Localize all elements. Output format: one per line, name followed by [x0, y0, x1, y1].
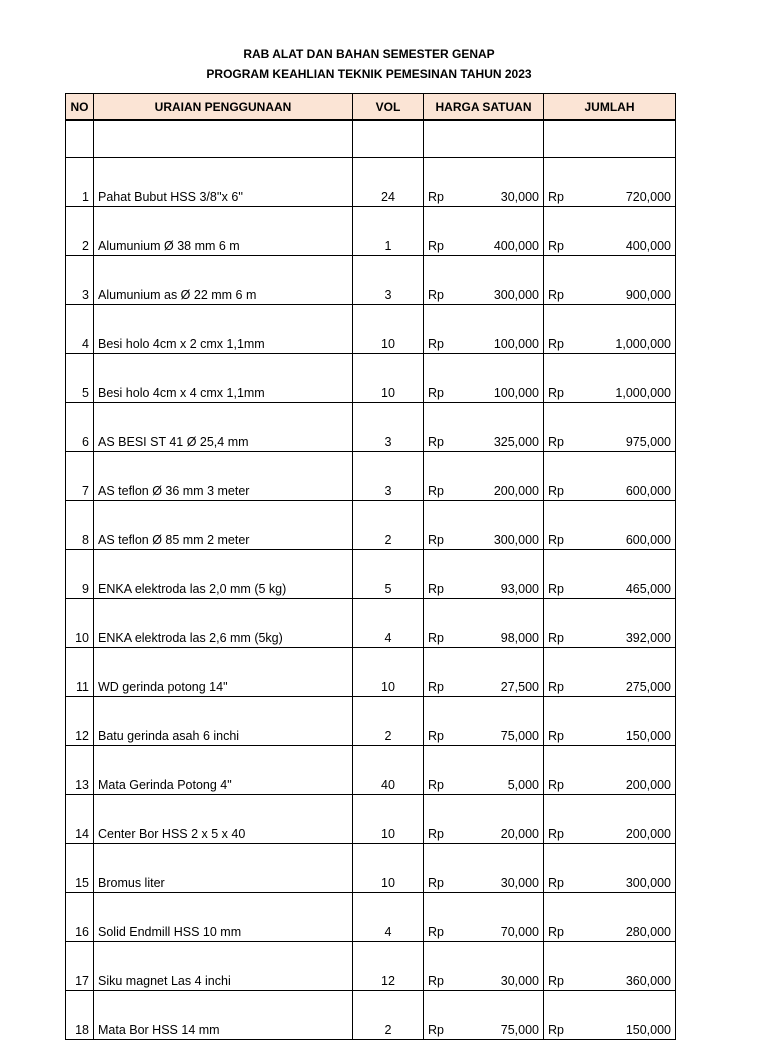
table-row: [66, 942, 676, 991]
cell-no: 10: [66, 599, 94, 648]
cell-vol: 4: [353, 893, 424, 942]
cell-jumlah: 600,000: [572, 501, 676, 550]
cell-jumlah: 280,000: [572, 893, 676, 942]
document-title: [0, 44, 738, 84]
cell-vol: 12: [353, 942, 424, 991]
rab-table: [65, 93, 676, 1040]
cell-harga-satuan: 300,000: [447, 256, 544, 305]
table-row: [66, 648, 676, 697]
table-row: [66, 354, 676, 403]
header-uraian: URAIAN PENGGUNAAN: [94, 94, 353, 121]
cell-harga-satuan: 400,000: [447, 207, 544, 256]
cell-no: 5: [66, 354, 94, 403]
cell-vol: 10: [353, 305, 424, 354]
cell-uraian: Center Bor HSS 2 x 5 x 40: [94, 795, 353, 844]
cell-jumlah-currency: Rp: [544, 305, 572, 354]
header-row: [66, 94, 676, 121]
cell-jumlah: 400,000: [572, 207, 676, 256]
cell-uraian: Pahat Bubut HSS 3/8''x 6'': [94, 158, 353, 207]
header-jumlah: JUMLAH: [544, 94, 676, 121]
cell-no: 2: [66, 207, 94, 256]
cell-no: 7: [66, 452, 94, 501]
cell-jumlah-currency: Rp: [544, 844, 572, 893]
cell-harga-satuan: 93,000: [447, 550, 544, 599]
cell-jumlah-currency: Rp: [544, 795, 572, 844]
cell-jumlah-currency: Rp: [544, 354, 572, 403]
cell-harga-currency: Rp: [424, 844, 447, 893]
cell-harga-satuan: 30,000: [447, 942, 544, 991]
cell-jumlah: 1,000,000: [572, 354, 676, 403]
cell-jumlah-currency: Rp: [544, 550, 572, 599]
cell-jumlah: 150,000: [572, 697, 676, 746]
cell-harga-satuan: 200,000: [447, 452, 544, 501]
cell-no: 12: [66, 697, 94, 746]
cell-jumlah-currency: Rp: [544, 746, 572, 795]
cell-jumlah: 720,000: [572, 158, 676, 207]
cell-jumlah: 275,000: [572, 648, 676, 697]
cell-jumlah: 200,000: [572, 746, 676, 795]
cell-no: 18: [66, 991, 94, 1040]
cell-harga-currency: Rp: [424, 648, 447, 697]
cell-uraian: Mata Gerinda Potong 4": [94, 746, 353, 795]
table-row: [66, 501, 676, 550]
header-harga-satuan: HARGA SATUAN: [424, 94, 544, 121]
cell-harga-satuan: 75,000: [447, 991, 544, 1040]
table-row: [66, 991, 676, 1040]
cell-no: 8: [66, 501, 94, 550]
cell-uraian: Bromus liter: [94, 844, 353, 893]
cell-jumlah-currency: Rp: [544, 452, 572, 501]
table-row: [66, 158, 676, 207]
cell-uraian: AS teflon Ø 36 mm 3 meter: [94, 452, 353, 501]
cell-jumlah: 150,000: [572, 991, 676, 1040]
cell-no: 1: [66, 158, 94, 207]
cell-harga-currency: Rp: [424, 746, 447, 795]
cell-vol: 2: [353, 991, 424, 1040]
cell-no: 14: [66, 795, 94, 844]
cell-jumlah: 200,000: [572, 795, 676, 844]
cell-jumlah: 1,000,000: [572, 305, 676, 354]
cell-jumlah-currency: Rp: [544, 942, 572, 991]
cell-harga-satuan: 300,000: [447, 501, 544, 550]
cell-no: 9: [66, 550, 94, 599]
cell-harga-currency: Rp: [424, 501, 447, 550]
cell-uraian: Batu gerinda asah 6 inchi: [94, 697, 353, 746]
cell-no: 4: [66, 305, 94, 354]
cell-jumlah: 465,000: [572, 550, 676, 599]
title-line-1: RAB ALAT DAN BAHAN SEMESTER GENAP: [243, 47, 495, 61]
cell-vol: 10: [353, 354, 424, 403]
cell-vol: 4: [353, 599, 424, 648]
cell-jumlah-currency: Rp: [544, 648, 572, 697]
cell-no: 15: [66, 844, 94, 893]
cell-vol: 3: [353, 256, 424, 305]
cell-vol: 3: [353, 452, 424, 501]
cell-vol: 10: [353, 795, 424, 844]
cell-jumlah-currency: Rp: [544, 697, 572, 746]
table-row: [66, 599, 676, 648]
title-line-2: PROGRAM KEAHLIAN TEKNIK PEMESINAN TAHUN 2023: [206, 67, 532, 81]
cell-uraian: ENKA elektroda las 2,6 mm (5kg): [94, 599, 353, 648]
cell-vol: 2: [353, 501, 424, 550]
cell-uraian: AS teflon Ø 85 mm 2 meter: [94, 501, 353, 550]
cell-vol: 1: [353, 207, 424, 256]
cell-jumlah-currency: Rp: [544, 158, 572, 207]
cell-harga-satuan: 100,000: [447, 354, 544, 403]
table-row: [66, 550, 676, 599]
cell-harga-currency: Rp: [424, 207, 447, 256]
cell-harga-currency: Rp: [424, 452, 447, 501]
cell-jumlah-currency: Rp: [544, 403, 572, 452]
header-vol: VOL: [353, 94, 424, 121]
cell-jumlah-currency: Rp: [544, 893, 572, 942]
cell-harga-satuan: 100,000: [447, 305, 544, 354]
table-row: [66, 795, 676, 844]
cell-harga-satuan: 325,000: [447, 403, 544, 452]
cell-uraian: Siku magnet Las 4 inchi: [94, 942, 353, 991]
cell-harga-satuan: 98,000: [447, 599, 544, 648]
cell-jumlah-currency: Rp: [544, 207, 572, 256]
cell-harga-currency: Rp: [424, 697, 447, 746]
cell-harga-satuan: 20,000: [447, 795, 544, 844]
table-row: [66, 893, 676, 942]
cell-jumlah: 360,000: [572, 942, 676, 991]
cell-vol: 10: [353, 648, 424, 697]
cell-vol: 3: [353, 403, 424, 452]
blank-row: [66, 120, 676, 158]
cell-uraian: Solid Endmill HSS 10 mm: [94, 893, 353, 942]
cell-no: 17: [66, 942, 94, 991]
cell-harga-satuan: 75,000: [447, 697, 544, 746]
cell-harga-currency: Rp: [424, 256, 447, 305]
cell-uraian: Besi holo 4cm x 2 cmx 1,1mm: [94, 305, 353, 354]
cell-harga-currency: Rp: [424, 305, 447, 354]
cell-uraian: Mata Bor HSS 14 mm: [94, 991, 353, 1040]
cell-uraian: WD gerinda potong 14": [94, 648, 353, 697]
cell-vol: 5: [353, 550, 424, 599]
cell-jumlah-currency: Rp: [544, 991, 572, 1040]
cell-harga-currency: Rp: [424, 403, 447, 452]
cell-harga-satuan: 30,000: [447, 158, 544, 207]
cell-harga-currency: Rp: [424, 991, 447, 1040]
cell-vol: 2: [353, 697, 424, 746]
cell-uraian: Alumunium as Ø 22 mm 6 m: [94, 256, 353, 305]
table-row: [66, 403, 676, 452]
cell-no: 11: [66, 648, 94, 697]
table-row: [66, 746, 676, 795]
cell-no: 6: [66, 403, 94, 452]
cell-jumlah: 300,000: [572, 844, 676, 893]
table-row: [66, 844, 676, 893]
cell-jumlah-currency: Rp: [544, 599, 572, 648]
cell-jumlah-currency: Rp: [544, 501, 572, 550]
cell-jumlah: 600,000: [572, 452, 676, 501]
cell-uraian: AS BESI ST 41 Ø 25,4 mm: [94, 403, 353, 452]
cell-uraian: Alumunium Ø 38 mm 6 m: [94, 207, 353, 256]
cell-jumlah-currency: Rp: [544, 256, 572, 305]
cell-harga-currency: Rp: [424, 942, 447, 991]
table-body: [66, 120, 676, 1040]
cell-harga-currency: Rp: [424, 550, 447, 599]
cell-no: 3: [66, 256, 94, 305]
table-row: [66, 452, 676, 501]
table-row: [66, 697, 676, 746]
cell-vol: 10: [353, 844, 424, 893]
cell-no: 13: [66, 746, 94, 795]
cell-harga-satuan: 30,000: [447, 844, 544, 893]
cell-harga-currency: Rp: [424, 599, 447, 648]
cell-harga-currency: Rp: [424, 893, 447, 942]
cell-no: 16: [66, 893, 94, 942]
cell-harga-currency: Rp: [424, 795, 447, 844]
cell-jumlah: 975,000: [572, 403, 676, 452]
cell-uraian: Besi holo 4cm x 4 cmx 1,1mm: [94, 354, 353, 403]
cell-harga-satuan: 70,000: [447, 893, 544, 942]
cell-harga-currency: Rp: [424, 354, 447, 403]
cell-harga-satuan: 27,500: [447, 648, 544, 697]
cell-jumlah: 392,000: [572, 599, 676, 648]
cell-uraian: ENKA elektroda las 2,0 mm (5 kg): [94, 550, 353, 599]
cell-harga-satuan: 5,000: [447, 746, 544, 795]
table-row: [66, 207, 676, 256]
table-row: [66, 256, 676, 305]
header-no: NO: [66, 94, 94, 121]
cell-vol: 24: [353, 158, 424, 207]
cell-jumlah: 900,000: [572, 256, 676, 305]
cell-vol: 40: [353, 746, 424, 795]
table-row: [66, 305, 676, 354]
cell-harga-currency: Rp: [424, 158, 447, 207]
